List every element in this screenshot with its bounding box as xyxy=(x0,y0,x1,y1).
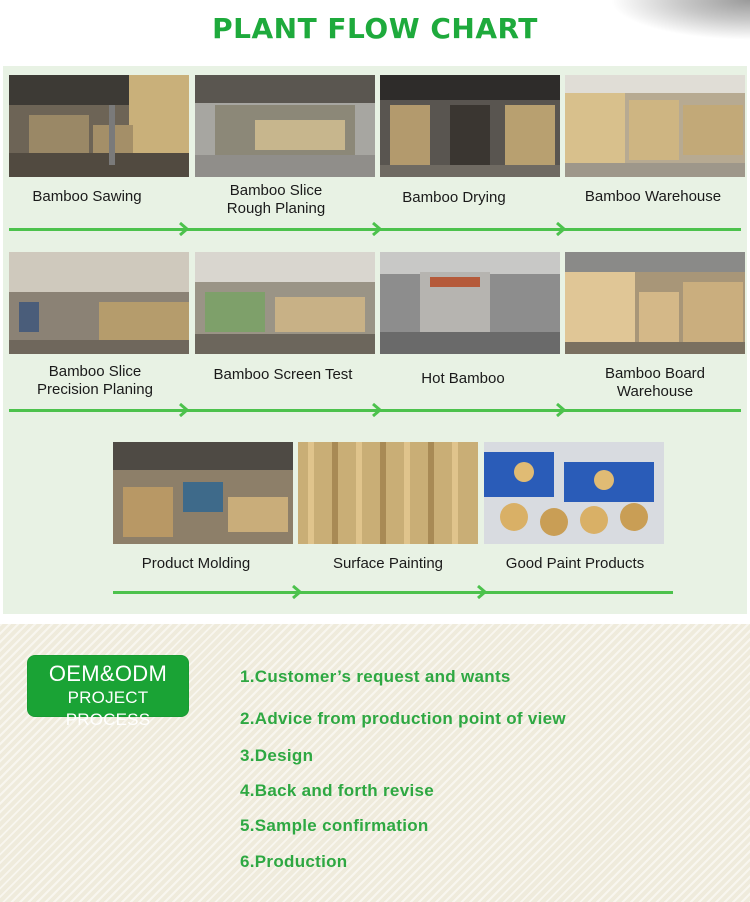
chevron-right-icon xyxy=(476,585,488,599)
chevron-right-icon xyxy=(371,222,383,236)
photo-good-paint-products xyxy=(484,442,664,544)
caption-hot-bamboo: Hot Bamboo xyxy=(421,370,505,387)
photo-product-molding xyxy=(113,442,293,544)
caption-good-paint-products: Good Paint Products xyxy=(505,555,645,572)
photo-bamboo-sawing xyxy=(9,75,189,177)
badge-subtitle: PROJECT PROCESS xyxy=(65,688,151,729)
flow-arrow-line-row3 xyxy=(113,591,673,594)
chevron-right-icon xyxy=(291,585,303,599)
process-step: 2.Advice from production point of view xyxy=(240,709,566,728)
photo-bamboo-drying xyxy=(380,75,560,177)
process-step: 4.Back and forth revise xyxy=(240,781,434,800)
process-step: 3.Design xyxy=(240,746,314,765)
photo-bamboo-warehouse xyxy=(565,75,745,177)
chevron-right-icon xyxy=(371,403,383,417)
badge-title: OEM&ODM xyxy=(48,661,168,686)
caption-bamboo-sawing: Bamboo Sawing xyxy=(32,188,142,205)
photo-bamboo-slice-precision-planing xyxy=(9,252,189,354)
photo-bamboo-board-warehouse xyxy=(565,252,745,354)
process-step: 1.Customer’s request and wants xyxy=(240,667,511,686)
process-step: 6.Production xyxy=(240,852,348,871)
photo-surface-painting xyxy=(298,442,478,544)
caption-bamboo-board-warehouse: Bamboo Board Warehouse xyxy=(604,365,706,400)
caption-bamboo-slice-rough-planing: Bamboo Slice Rough Planing xyxy=(226,182,326,217)
chevron-right-icon xyxy=(178,403,190,417)
chevron-right-icon xyxy=(555,403,567,417)
caption-bamboo-drying: Bamboo Drying xyxy=(402,189,506,206)
photo-bamboo-screen-test xyxy=(195,252,375,354)
chevron-right-icon xyxy=(178,222,190,236)
oem-odm-badge xyxy=(27,655,189,729)
caption-surface-painting: Surface Painting xyxy=(332,555,444,572)
caption-bamboo-warehouse: Bamboo Warehouse xyxy=(584,188,722,205)
caption-bamboo-screen-test: Bamboo Screen Test xyxy=(213,366,353,383)
page-title: PLANT FLOW CHART xyxy=(212,12,538,45)
chevron-right-icon xyxy=(555,222,567,236)
caption-bamboo-slice-precision-planing: Bamboo Slice Precision Planing xyxy=(37,363,153,398)
photo-bamboo-slice-rough-planing xyxy=(195,75,375,177)
caption-product-molding: Product Molding xyxy=(141,555,251,572)
photo-hot-bamboo xyxy=(380,252,560,354)
process-step: 5.Sample confirmation xyxy=(240,816,429,835)
